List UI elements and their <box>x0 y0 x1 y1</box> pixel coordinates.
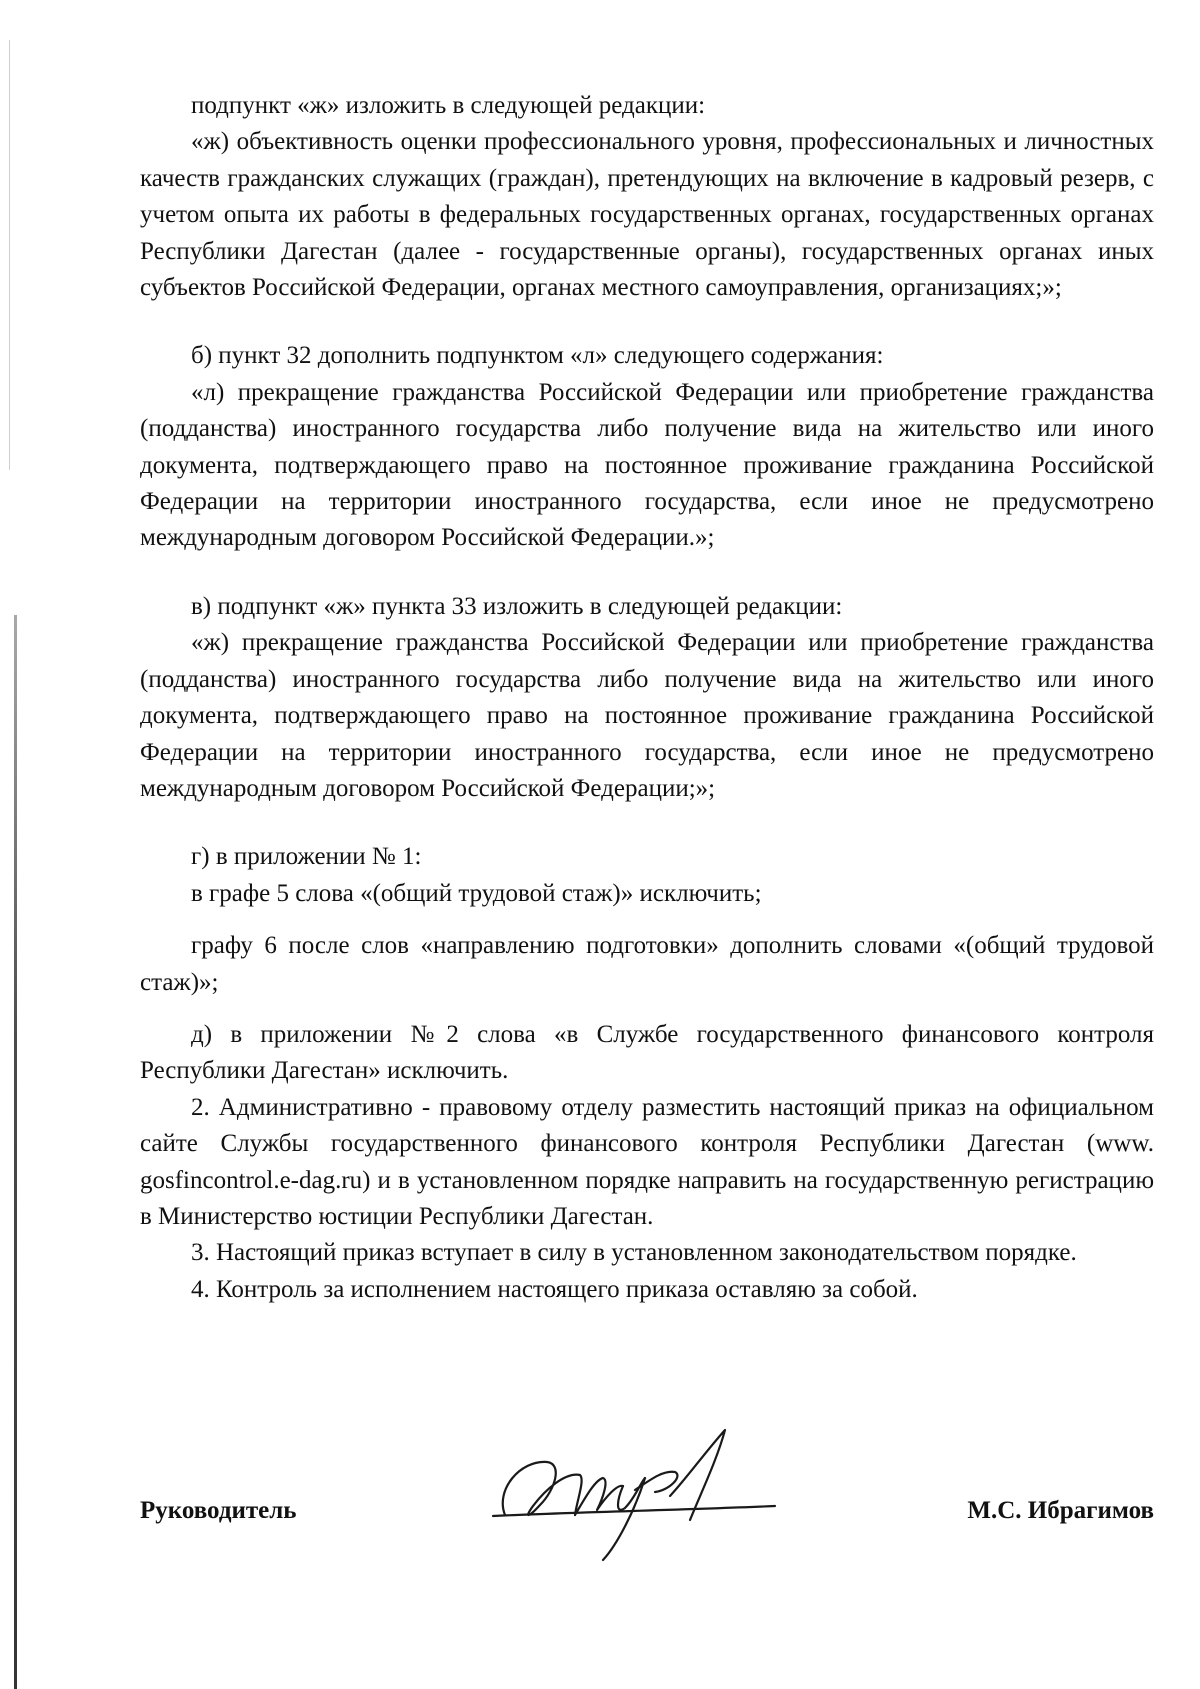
signature-block <box>140 1475 1154 1575</box>
paragraph-6: «ж) прекращение гражданства Российской Федерации или приобретение гражданства (подданства) иностранного государства либо получение вида на жительство или иного документа, подтверждающего право на постоянное проживание гражданина Российской Федерации на территории иностранного государства, если иное не предусмотрено международным договором Российской Федерации;»; <box>140 629 1154 802</box>
paragraph-5: в) подпункт «ж» пункта 33 изложить в следующей редакции: <box>191 592 843 620</box>
document-body <box>140 88 1154 1308</box>
scan-edge <box>14 615 17 1689</box>
paragraph-2: «ж) объективность оценки профессионального уровня, профессиональных и личностных качеств гражданских служащих (граждан), претендующих на включение в кадровый резерв, с учетом опыта их работы в федеральных государственных органах, государственных органах Республики Дагестан (далее - государственные органы), государственных органах иных субъектов Российской Федерации, органах местного самоуправления, организациях;»; <box>140 128 1154 302</box>
scan-edge-faint <box>9 40 10 470</box>
signatory-title: Руководитель <box>140 1497 297 1524</box>
handwritten-signature <box>485 1420 785 1570</box>
paragraph-4: «л) прекращение гражданства Российской Федерации или приобретение гражданства (подданства) иностранного государства либо получение вида на жительство или иного документа, подтверждающего право на постоянное проживание гражданина Российской Федерации на территории иностранного государства, если иное не предусмотрено международным договором Российской Федерации.»; <box>140 378 1154 552</box>
paragraph-3: б) пункт 32 дополнить подпунктом «л» следующего содержания: <box>191 342 884 370</box>
paragraph-1: подпункт «ж» изложить в следующей редакции: <box>191 92 706 119</box>
paragraph-10: д) в приложении №2 слова «в Службе государственного финансового контроля Республики Дагестан» исключить. <box>140 1020 1154 1085</box>
paragraph-8: в графе 5 слова «(общий трудовой стаж)» исключить; <box>191 879 762 907</box>
paragraph-9: графу 6 после слов «направлению подготовки» дополнить словами «(общий трудовой стаж)»; <box>140 932 1154 996</box>
paragraph-13: 4. Контроль за исполнением настоящего приказа оставляю за собой. <box>191 1275 918 1303</box>
paragraph-7: г) в приложении № 1: <box>191 843 422 871</box>
paragraph-11: 2. Административно - правовому отделу разместить настоящий приказ на официальном сайте Службы государственного финансового контроля Республики Дагестан (www. gosfincontrol.e-dag.ru) и в установленном порядке направить на государственную регистрацию в Министерство юстиции Республики Дагестан. <box>140 1093 1154 1230</box>
paragraph-12: 3. Настоящий приказ вступает в силу в установленном законодательством порядке. <box>191 1239 1077 1267</box>
signatory-name: М.С. Ибрагимов <box>967 1497 1154 1524</box>
